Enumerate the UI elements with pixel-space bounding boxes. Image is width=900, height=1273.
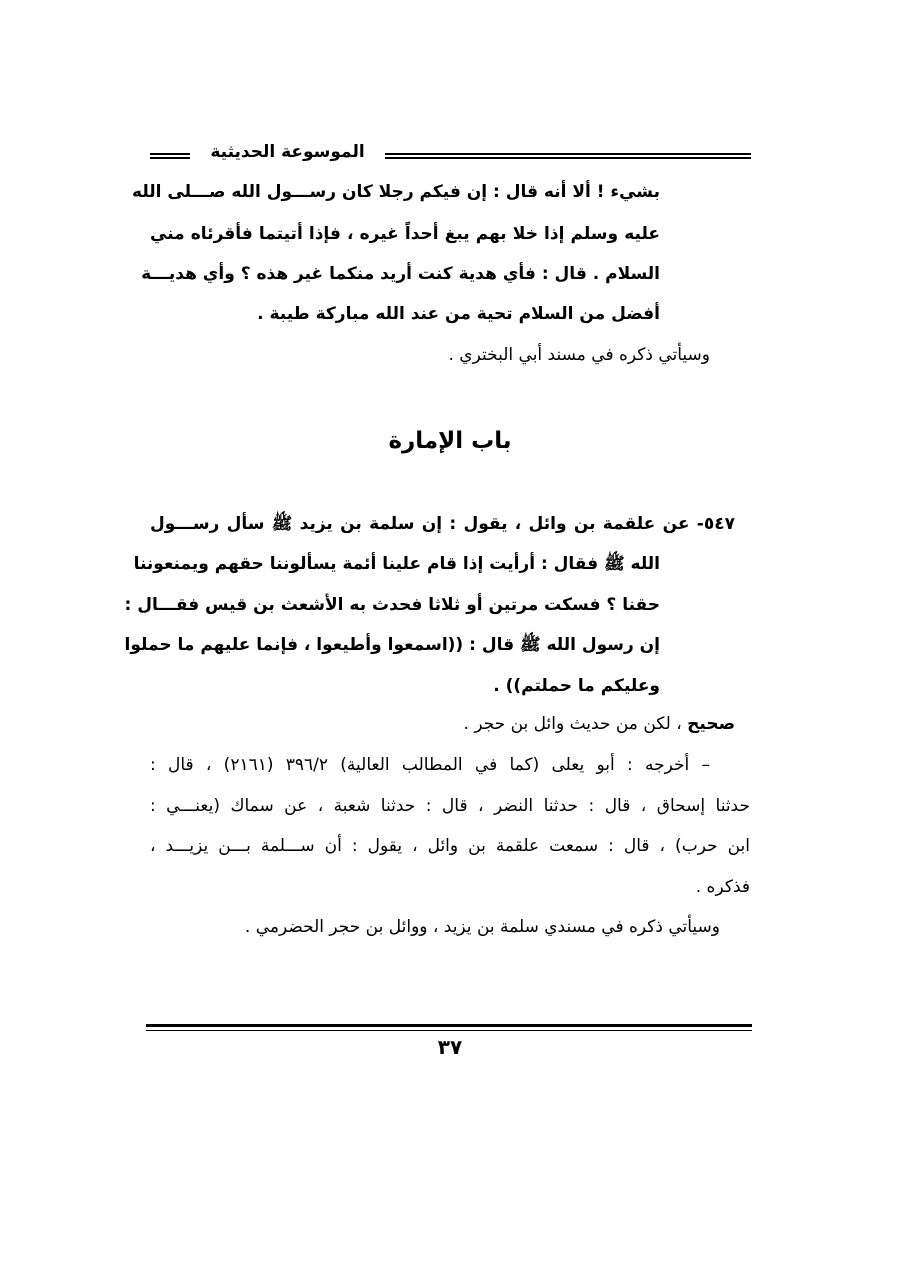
paragraph-line: عليه وسلم إذا خلا بهم يبغ أحداً غيره ، فإذا أتيتما فأقرئاه مني bbox=[150, 224, 660, 244]
paragraph-note: وسيأتي ذكره في مسند أبي البختري . bbox=[448, 345, 710, 365]
takhrij-line: ابن حرب) ، قال : سمعت علقمة بن وائل ، يقول : أن ســـلمة بـــن يزيـــد ، bbox=[150, 836, 750, 856]
section-heading: باب الإمارة bbox=[388, 428, 512, 454]
footer-rule-thick bbox=[146, 1024, 752, 1027]
hadith-line: ٥٤٧- عن علقمة بن وائل ، يقول : إن سلمة بن يزيد ﷺ سأل رســـول bbox=[150, 514, 735, 534]
footer-rule-thin bbox=[146, 1030, 752, 1031]
page-number: ٣٧ bbox=[437, 1035, 463, 1059]
header-rule-right bbox=[385, 153, 751, 159]
grading-label: صحيح bbox=[687, 714, 735, 734]
takhrij-line: فذكره . bbox=[695, 877, 750, 897]
paragraph-line: بشيء ! ألا أنه قال : إن فيكم رجلا كان رســـول الله صـــلى الله bbox=[132, 182, 660, 202]
paragraph-line: السلام . قال : فأي هدية كنت أريد منكما غير هذه ؟ وأي هديـــة bbox=[141, 264, 660, 284]
hadith-line: وعليكم ما حملتم)) . bbox=[493, 676, 660, 696]
hadith-line: إن رسول الله ﷺ قال : ((اسمعوا وأطيعوا ، فإنما عليهم ما حملوا bbox=[124, 635, 660, 655]
header-rule-left bbox=[150, 153, 190, 159]
takhrij-note: وسيأتي ذكره في مسندي سلمة بن يزيد ، ووائل بن حجر الحضرمي . bbox=[244, 917, 720, 937]
running-header-title: الموسوعة الحديثية bbox=[210, 142, 365, 162]
hadith-grading bbox=[150, 712, 735, 736]
hadith-line: حقنا ؟ فسكت مرتين أو ثلاثا فحدث به الأشعث بن قيس فقـــال : bbox=[124, 595, 660, 615]
grading-text: ، لكن من حديث وائل بن حجر . bbox=[463, 714, 682, 734]
paragraph-line: أفضل من السلام تحية من عند الله مباركة طيبة . bbox=[257, 304, 660, 324]
takhrij-line: – أخرجه : أبو يعلى (كما في المطالب العالية) ٣٩٦/٢ (٢١٦١) ، قال : bbox=[150, 755, 710, 775]
takhrij-line: حدثنا إسحاق ، قال : حدثنا النضر ، قال : حدثنا شعبة ، عن سماك (يعنـــي : bbox=[150, 796, 750, 816]
hadith-line: الله ﷺ فقال : أرأيت إذا قام علينا أئمة يسألوننا حقهم ويمنعوننا bbox=[133, 554, 660, 574]
